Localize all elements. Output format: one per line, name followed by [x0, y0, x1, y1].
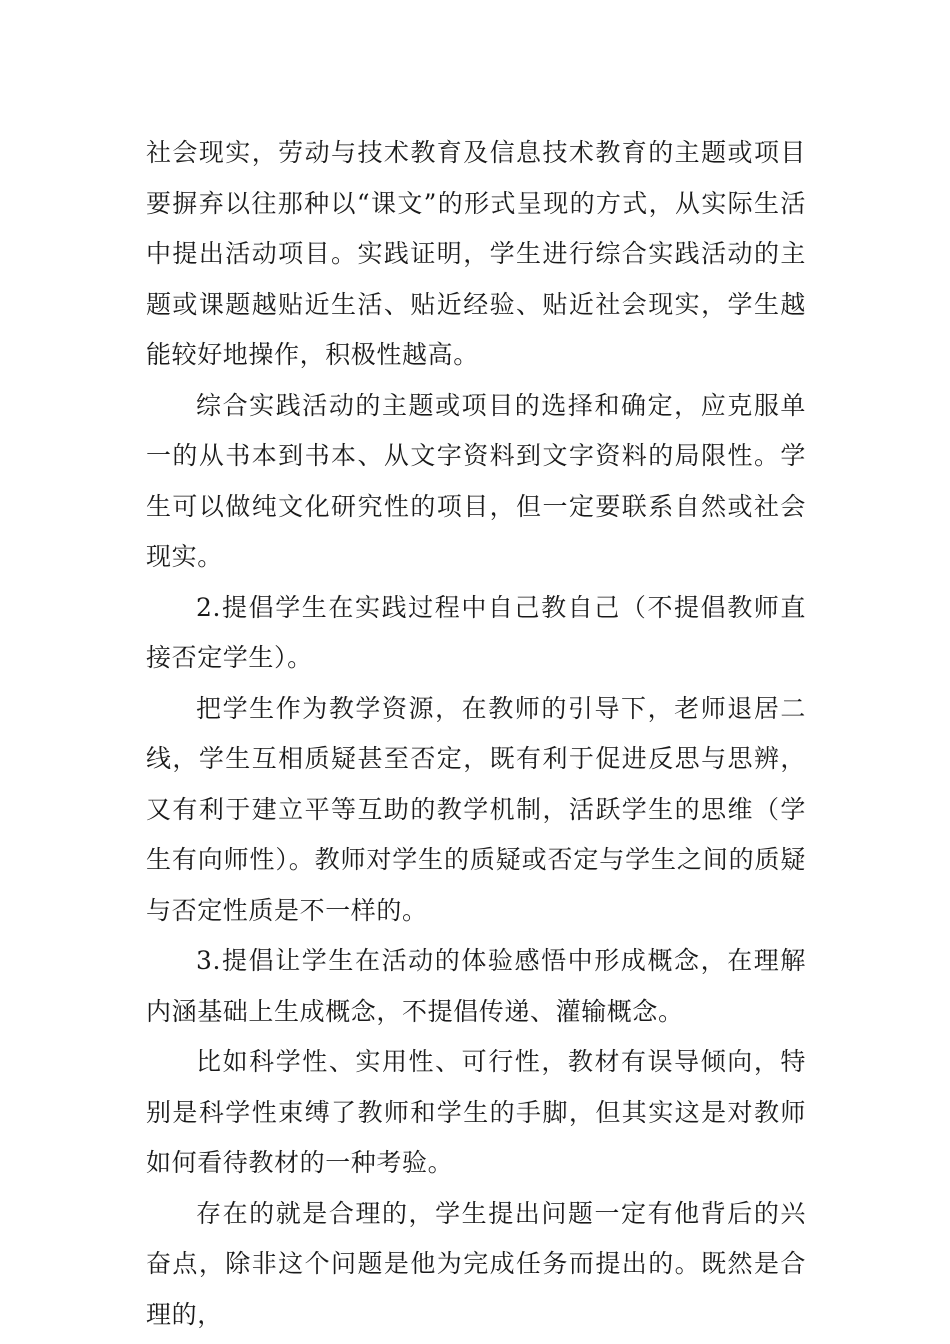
paragraph-1: 社会现实，劳动与技术教育及信息技术教育的主题或项目要摒弃以往那种以“课文”的形式呈现的方式，从实际生活中提出活动项目。实践证明，学生进行综合实践活动的主题或课题越贴近生活、贴近经验、贴近社会现实，学生越能较好地操作，积极性越高。 — [146, 138, 806, 369]
paragraph-3-heading: 2.提倡学生在实践过程中自己教自己（不提倡教师直接否定学生）。 — [146, 592, 806, 672]
paragraph-6: 比如科学性、实用性、可行性，教材有误导倾向，特别是科学性束缚了教师和学生的手脚，但其实这是对教师如何看待教材的一种考验。 — [146, 1047, 806, 1177]
document-page — [146, 128, 806, 1340]
paragraph-7: 存在的就是合理的，学生提出问题一定有他背后的兴奋点，除非这个问题是他为完成任务而提出的。既然是合理的， — [146, 1198, 806, 1329]
paragraph-2: 综合实践活动的主题或项目的选择和确定，应克服单一的从书本到书本、从文字资料到文字资料的局限性。学生可以做纯文化研究性的项目，但一定要联系自然或社会现实。 — [146, 390, 806, 571]
paragraph-4: 把学生作为教学资源，在教师的引导下，老师退居二线，学生互相质疑甚至否定，既有利于促进反思与思辨，又有利于建立平等互助的教学机制，活跃学生的思维（学生有向师性）。教师对学生的质疑或否定与学生之间的质疑与否定性质是不一样的。 — [146, 693, 806, 925]
paragraph-5-heading: 3.提倡让学生在活动的体验感悟中形成概念，在理解内涵基础上生成概念，不提倡传递、灌输概念。 — [146, 946, 806, 1026]
